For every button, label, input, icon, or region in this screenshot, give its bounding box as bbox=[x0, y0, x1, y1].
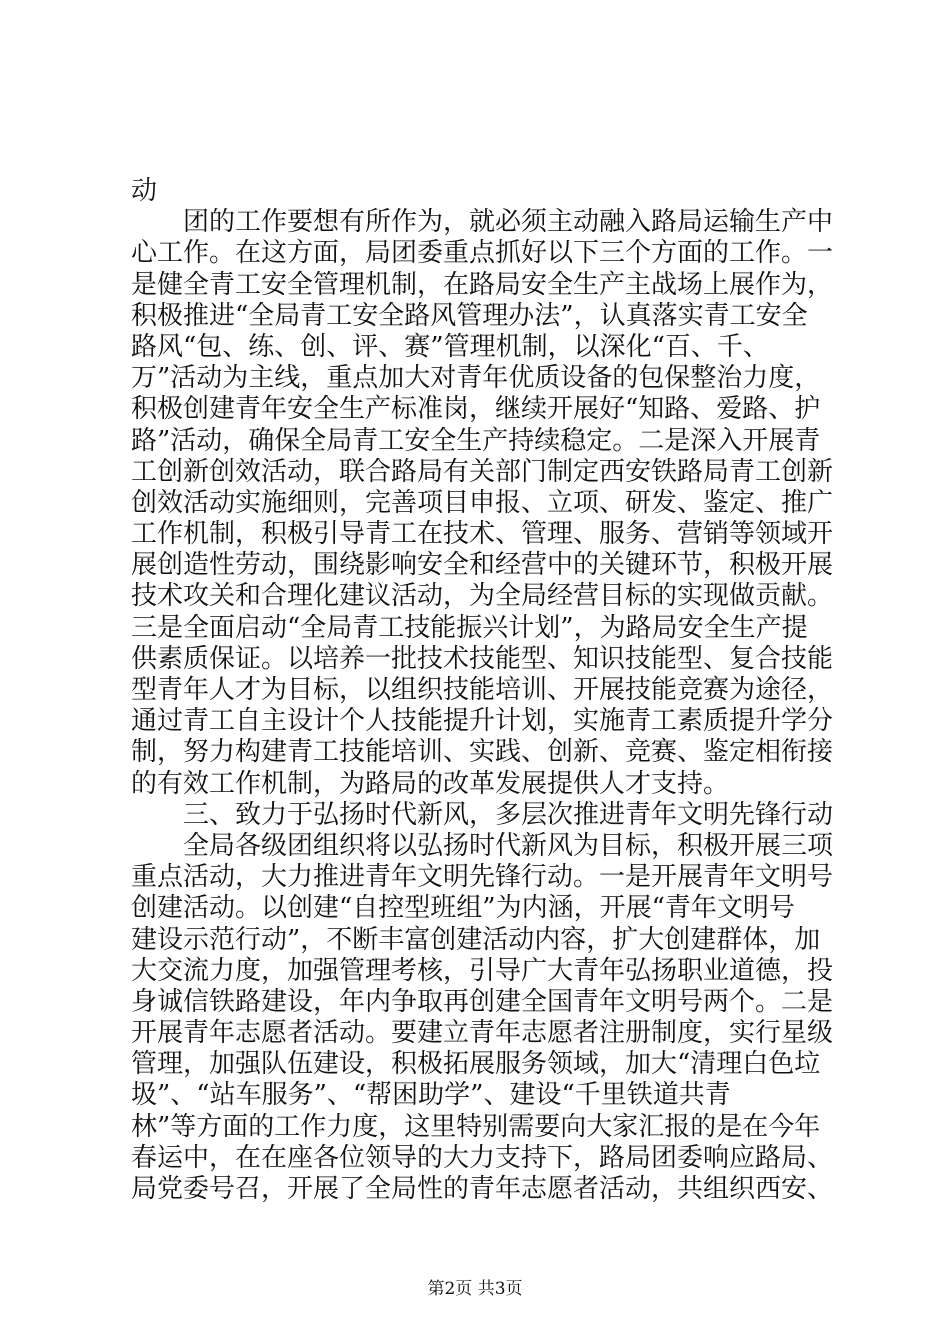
text-line: 团的工作要想有所作为，就必须主动融入路局运输生产中 bbox=[183, 207, 834, 238]
text-line: 重点活动，大力推进青年文明先锋行动。一是开展青年文明号 bbox=[131, 862, 834, 893]
text-line: 技术攻关和合理化建议活动，为全局经营目标的实现做贡献。 bbox=[131, 581, 834, 612]
text-line: 展创造性劳动，围绕影响安全和经营中的关键环节，积极开展 bbox=[131, 550, 834, 581]
text-line: 管理，加强队伍建设，积极拓展服务领域，加大“清理白色垃 bbox=[131, 1049, 821, 1080]
text-line: 动 bbox=[131, 176, 158, 206]
text-line: 圾”、“站车服务”、“帮困助学”、建设“千里铁道共青 bbox=[131, 1080, 731, 1111]
text-line: 的有效工作机制，为路局的改革发展提供人才支持。 bbox=[131, 768, 730, 799]
text-line: 全局各级团组织将以弘扬时代新风为目标，积极开展三项 bbox=[183, 830, 834, 861]
body-text bbox=[131, 176, 837, 1205]
text-line: 供素质保证。以培养一批技术技能型、知识技能型、复合技能 bbox=[131, 643, 834, 674]
text-line: 万”活动为主线，重点加大对青年优质设备的包保整治力度， bbox=[131, 363, 821, 394]
text-line: 建设示范行动”，不断丰富创建活动内容，扩大创建群体，加 bbox=[131, 924, 821, 955]
text-line: 工作机制，积极引导青工在技术、管理、服务、营销等领域开 bbox=[131, 519, 834, 550]
text-line: 创效活动实施细则，完善项目申报、立项、研发、鉴定、推广 bbox=[131, 487, 834, 518]
text-line: 积极推进“全局青工安全路风管理办法”，认真落实青工安全 bbox=[131, 300, 808, 331]
text-line: 型青年人才为目标，以组织技能培训、开展技能竞赛为途径， bbox=[131, 675, 834, 705]
text-line: 开展青年志愿者活动。要建立青年志愿者注册制度，实行星级 bbox=[131, 1018, 834, 1049]
text-line: 三、致力于弘扬时代新风，多层次推进青年文明先锋行动 bbox=[183, 799, 834, 830]
text-line: 工创新创效活动，联合路局有关部门制定西安铁路局青工创新 bbox=[131, 456, 834, 487]
text-line: 路风“包、练、创、评、赛”管理机制，以深化“百、千、 bbox=[131, 331, 769, 362]
text-line: 创建活动。以创建“自控型班组”为内涵，开展“青年文明号 bbox=[131, 893, 795, 924]
text-line: 路”活动，确保全局青工安全生产持续稳定。二是深入开展青 bbox=[131, 425, 821, 456]
text-line: 通过青工自主设计个人技能提升计划，实施青工素质提升学分 bbox=[131, 706, 834, 737]
text-line: 身诚信铁路建设，年内争取再创建全国青年文明号两个。二是 bbox=[131, 986, 834, 1017]
text-line: 是健全青工安全管理机制，在路局安全生产主战场上展作为， bbox=[131, 269, 834, 300]
text-line: 制，努力构建青工技能培训、实践、创新、竞赛、鉴定相衔接 bbox=[131, 737, 834, 768]
text-line: 林”等方面的工作力度，这里特别需要向大家汇报的是在今年 bbox=[131, 1111, 821, 1142]
text-line: 积极创建青年安全生产标准岗，继续开展好“知路、爱路、护 bbox=[131, 394, 821, 425]
text-line: 心工作。在这方面，局团委重点抓好以下三个方面的工作。一 bbox=[131, 238, 834, 269]
text-line: 局党委号召，开展了全局性的青年志愿者活动，共组织西安、 bbox=[131, 1174, 834, 1204]
text-line: 三是全面启动“全局青工技能振兴计划”，为路局安全生产提 bbox=[131, 612, 808, 643]
text-line: 春运中，在在座各位领导的大力支持下，路局团委响应路局、 bbox=[131, 1142, 834, 1173]
page-footer: 第2页 共3页 bbox=[427, 1279, 523, 1299]
text-line: 大交流力度，加强管理考核，引导广大青年弘扬职业道德，投 bbox=[131, 955, 834, 986]
